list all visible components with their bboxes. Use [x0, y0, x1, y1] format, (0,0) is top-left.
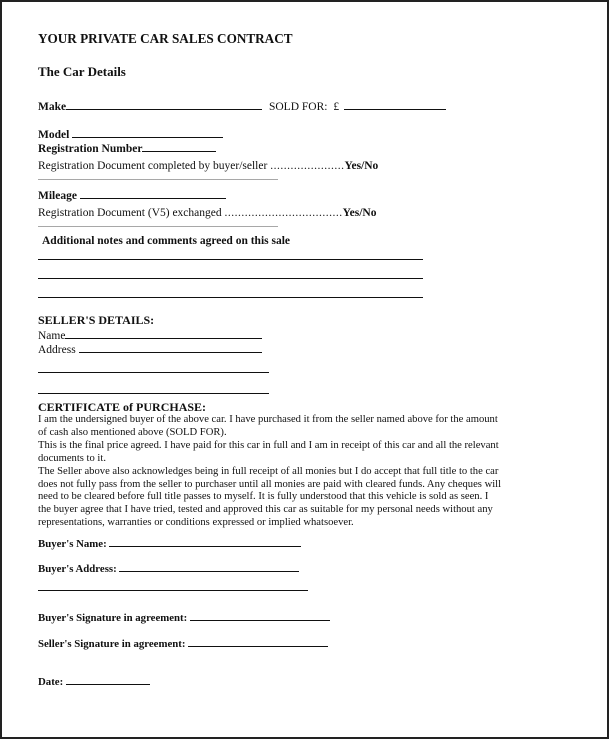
buyer-name-field[interactable]	[109, 535, 301, 547]
sold-for-field[interactable]	[344, 98, 446, 110]
seller-address-line-3[interactable]	[38, 393, 269, 394]
date-label: Date:	[38, 676, 64, 688]
seller-name-label: Name	[38, 330, 66, 342]
seller-address-label: Address	[38, 344, 76, 356]
seller-signature-field[interactable]	[188, 635, 328, 647]
certificate-line: of cash also mentioned above (SOLD FOR).	[38, 426, 227, 438]
date-row	[38, 673, 150, 688]
certificate-line: The Seller above also acknowledges being in full receipt of all monies but I do accept that full title to the car	[38, 465, 499, 477]
buyer-signature-field[interactable]	[190, 609, 330, 621]
buyer-address-label: Buyer's Address:	[38, 563, 117, 575]
certificate-line: I am the undersigned buyer of the above car. I have purchased it from the seller named above for the amount	[38, 414, 498, 425]
seller-name-row	[38, 327, 262, 342]
buyer-name-row	[38, 535, 301, 550]
reg-doc-completed-label: Registration Document completed by buyer/seller	[38, 160, 268, 172]
reg-doc-completed-row	[38, 160, 378, 172]
make-field[interactable]	[66, 98, 262, 110]
sold-for-label: SOLD FOR:	[268, 101, 328, 113]
reg-doc-completed-dots: ......................	[270, 160, 345, 172]
yes-no-option-2[interactable]: Yes/No	[342, 207, 377, 219]
make-row	[38, 98, 446, 113]
certificate-text	[38, 414, 568, 530]
notes-label: Additional notes and comments agreed on this sale	[42, 235, 291, 247]
mileage-label: Mileage	[38, 190, 77, 202]
currency-symbol: £	[333, 101, 340, 113]
certificate-line: representations, warranties or conditions expressed or implied whatsoever.	[38, 517, 354, 529]
date-field[interactable]	[66, 673, 150, 685]
notes-line-1[interactable]	[38, 259, 423, 260]
mileage-row	[38, 187, 226, 202]
reg-doc-v5-dots: ...................................	[224, 207, 343, 219]
buyer-address-row	[38, 560, 299, 575]
seller-signature-row	[38, 635, 328, 650]
registration-number-label: Registration Number	[38, 143, 143, 155]
buyer-address-line-2[interactable]	[38, 590, 308, 591]
certificate-heading: CERTIFICATE of PURCHASE:	[38, 400, 207, 414]
document-title: YOUR PRIVATE CAR SALES CONTRACT	[38, 31, 293, 46]
certificate-line: the buyer agree that I have tried, tested and approved this car as suitable for my personal needs without any	[38, 504, 493, 516]
seller-name-field[interactable]	[65, 327, 262, 339]
model-field[interactable]	[72, 126, 223, 138]
mileage-field[interactable]	[80, 187, 226, 199]
certificate-line: need to be cleared before full title passes to myself. It is fully understood that this vehicle is sold as seen. I	[38, 491, 489, 503]
seller-address-field[interactable]	[79, 341, 262, 353]
registration-number-row	[38, 140, 216, 155]
buyer-signature-label: Buyer's Signature in agreement:	[38, 612, 188, 624]
registration-number-field[interactable]	[142, 140, 216, 152]
seller-signature-label: Seller's Signature in agreement:	[38, 638, 186, 650]
reg-doc-v5-label: Registration Document (V5) exchanged	[38, 207, 222, 219]
dotted-line-2: ........................................................................................................................	[38, 220, 278, 229]
dotted-line-1: ........................................................................................................................	[38, 173, 278, 182]
reg-doc-v5-row	[38, 207, 377, 219]
buyer-signature-row	[38, 609, 330, 624]
seller-details-heading: SELLER'S DETAILS:	[38, 313, 155, 327]
notes-line-3[interactable]	[38, 297, 423, 298]
car-details-heading: The Car Details	[38, 64, 126, 79]
yes-no-option-1[interactable]: Yes/No	[344, 160, 379, 172]
certificate-line: does not fully pass from the seller to purchaser until all monies are paid with cleared funds. Any cheques will	[38, 478, 502, 490]
buyer-address-field[interactable]	[119, 560, 299, 572]
seller-address-row	[38, 341, 262, 356]
certificate-line: This is the final price agreed. I have paid for this car in full and I am in receipt of this car and all the relevant	[38, 439, 499, 451]
notes-line-2[interactable]	[38, 278, 423, 279]
model-label: Model	[38, 129, 70, 141]
make-label: Make	[38, 101, 67, 113]
model-row	[38, 126, 223, 141]
buyer-name-label: Buyer's Name:	[38, 538, 107, 550]
seller-address-line-2[interactable]	[38, 372, 269, 373]
certificate-line: documents to it.	[38, 452, 106, 464]
